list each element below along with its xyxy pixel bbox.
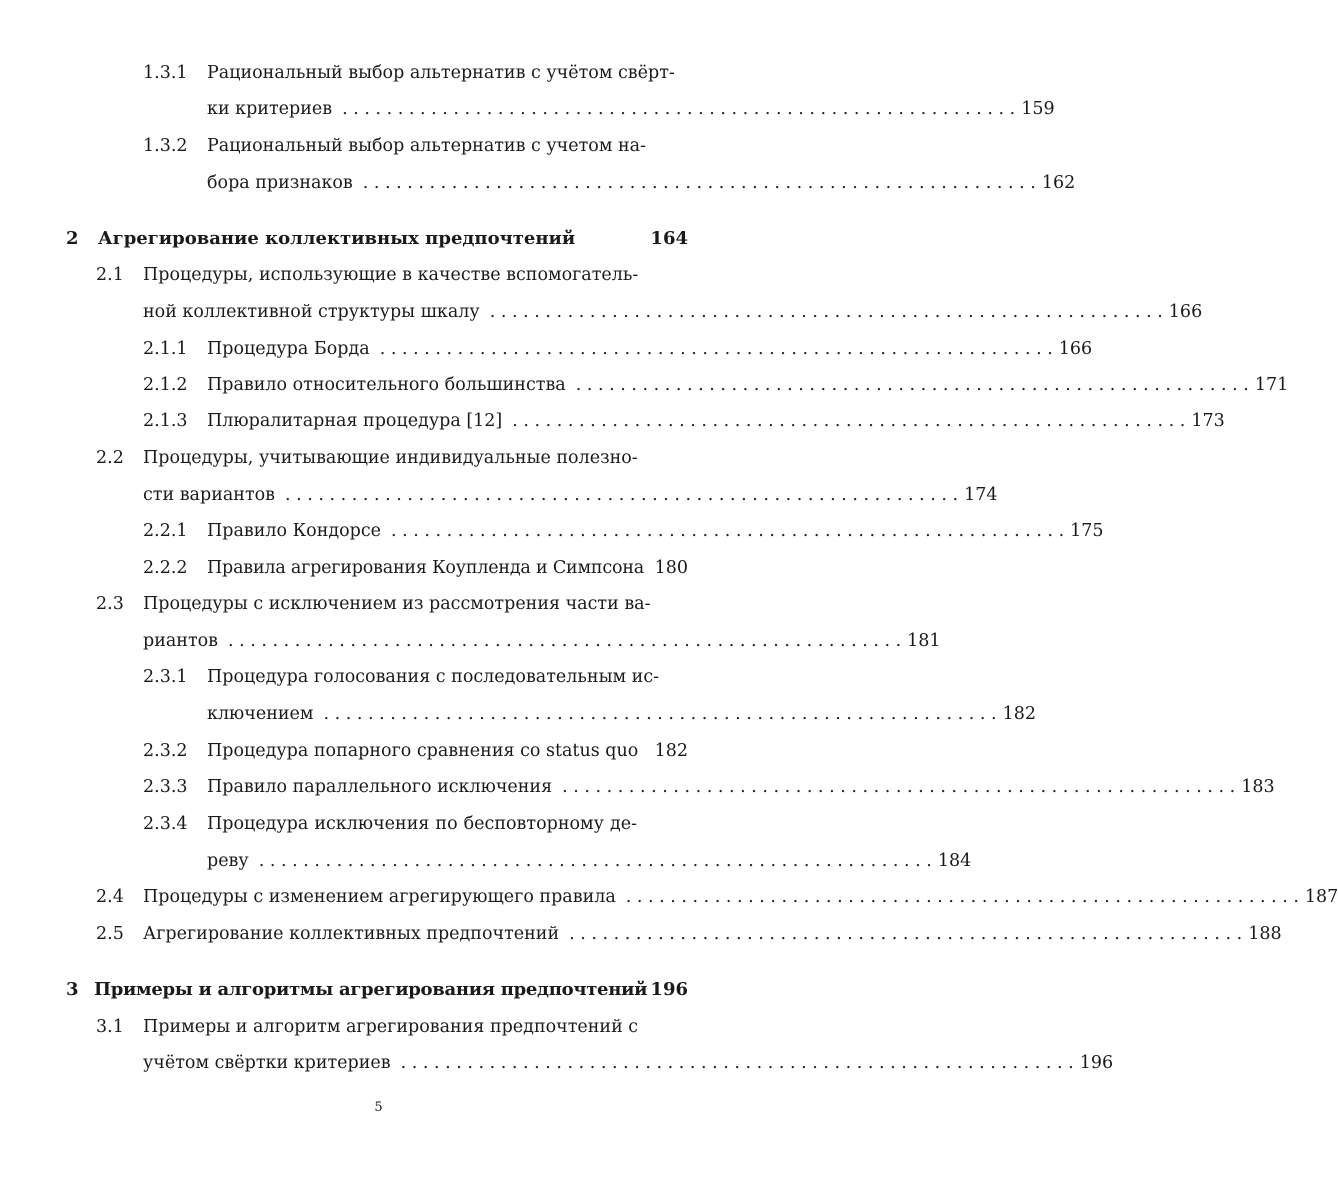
toc-number: 2.1.1 bbox=[143, 339, 188, 359]
toc-number: 3.1 bbox=[96, 1017, 124, 1037]
chapter-title: Примеры и алгоритмы агрегирования предпочтений bbox=[94, 979, 648, 1000]
toc-page: 196 bbox=[1079, 1053, 1114, 1073]
toc-title: Процедура голосования с последовательным ис- bbox=[207, 667, 660, 687]
toc-number: 2.2.2 bbox=[143, 558, 188, 578]
toc-title-cont: ключением bbox=[207, 704, 314, 724]
toc-title: Процедуры, использующие в качестве вспомогатель- bbox=[143, 265, 639, 285]
toc-chapter-2[interactable] bbox=[66, 226, 688, 252]
toc-number: 2.3.4 bbox=[143, 814, 188, 834]
toc-number: 2.3.1 bbox=[143, 667, 188, 687]
chapter-title: Агрегирование коллективных предпочтений bbox=[98, 228, 576, 249]
toc-title: Процедура попарного сравнения со status quo bbox=[207, 741, 639, 761]
toc-page: 171 bbox=[1254, 375, 1289, 395]
toc-page: 187 bbox=[1304, 887, 1338, 907]
dot-leader bbox=[626, 884, 1299, 910]
toc-number: 2.1.2 bbox=[143, 375, 188, 395]
toc-page: 175 bbox=[1070, 521, 1104, 541]
toc-section-2-1-cont[interactable] bbox=[143, 299, 1203, 325]
toc-title-cont: реву bbox=[207, 851, 249, 871]
toc-title: Процедура Борда bbox=[207, 339, 370, 359]
toc-entry-1-3-1[interactable] bbox=[143, 60, 675, 86]
toc-section-2-1[interactable] bbox=[96, 262, 637, 288]
toc-section-3-1-cont[interactable] bbox=[143, 1050, 1114, 1076]
toc-entry-2-3-4[interactable] bbox=[143, 811, 637, 837]
toc-page: 173 bbox=[1191, 411, 1225, 431]
toc-entry-2-3-3[interactable] bbox=[143, 774, 1275, 800]
dot-leader bbox=[401, 1050, 1074, 1076]
toc-title-cont: ной коллективной структуры шкалу bbox=[143, 302, 480, 322]
dot-leader bbox=[391, 518, 1064, 544]
toc-title-cont: ки критериев bbox=[207, 99, 333, 119]
toc-page: 164 bbox=[650, 228, 688, 249]
toc-page: 166 bbox=[1058, 339, 1093, 359]
toc-title: Правило Кондорсе bbox=[207, 521, 382, 541]
toc-page: 182 bbox=[1002, 704, 1037, 724]
toc-title: Правила агрегирования Коупленда и Симпсона bbox=[207, 558, 645, 578]
toc-entry-1-3-2[interactable] bbox=[143, 133, 647, 159]
toc-entry-2-2-1[interactable] bbox=[143, 518, 1104, 544]
toc-title: Процедура исключения по бесповторному де- bbox=[207, 814, 637, 834]
toc-section-2-2-cont[interactable] bbox=[143, 482, 998, 508]
toc-number: 2.3 bbox=[96, 594, 124, 614]
toc-number: 2.3.3 bbox=[143, 777, 188, 797]
toc-number: 2.2.1 bbox=[143, 521, 188, 541]
dot-leader bbox=[228, 628, 901, 654]
toc-number: 2.1.3 bbox=[143, 411, 188, 431]
dot-leader bbox=[324, 701, 997, 727]
toc-entry-2-1-3[interactable] bbox=[143, 408, 1225, 434]
toc-page: 159 bbox=[1021, 99, 1055, 119]
toc-title: Рациональный выбор альтернатив с учетом на- bbox=[207, 136, 647, 156]
dot-leader bbox=[259, 848, 932, 874]
toc-title-cont: сти вариантов bbox=[143, 485, 276, 505]
toc-page: 174 bbox=[964, 485, 998, 505]
toc-entry-2-1-2[interactable] bbox=[143, 372, 1289, 398]
toc-page: 196 bbox=[650, 979, 688, 1000]
dot-leader bbox=[576, 372, 1249, 398]
dot-leader bbox=[342, 96, 1015, 122]
toc-section-2-3[interactable] bbox=[96, 591, 651, 617]
toc-entry-2-3-1[interactable] bbox=[143, 664, 660, 690]
chapter-number: 2 bbox=[66, 228, 79, 249]
toc-title-cont: риантов bbox=[143, 631, 219, 651]
toc-number: 2.2 bbox=[96, 448, 124, 468]
toc-entry-2-2-2[interactable] bbox=[143, 555, 688, 581]
toc-title-cont: учётом свёртки критериев bbox=[143, 1053, 391, 1073]
toc-title: Правило параллельного исключения bbox=[207, 777, 553, 797]
toc-section-2-2[interactable] bbox=[96, 445, 637, 471]
toc-number: 2.4 bbox=[96, 887, 124, 907]
toc-entry-2-3-4-cont[interactable] bbox=[207, 848, 972, 874]
toc-page: 184 bbox=[937, 851, 972, 871]
page-number: 5 bbox=[374, 1100, 383, 1115]
dot-leader bbox=[562, 774, 1235, 800]
toc-title: Процедуры с изменением агрегирующего правила bbox=[143, 887, 616, 907]
toc-number: 2.3.2 bbox=[143, 741, 188, 761]
toc-page: 182 bbox=[654, 741, 688, 761]
toc-number: 1.3.2 bbox=[143, 136, 188, 156]
toc-title: Процедуры с исключением из рассмотрения части ва- bbox=[143, 594, 651, 614]
toc-section-3-1[interactable] bbox=[96, 1014, 637, 1040]
toc-section-2-5[interactable] bbox=[96, 921, 1282, 947]
toc-entry-2-3-1-cont[interactable] bbox=[207, 701, 1037, 727]
toc-page: 166 bbox=[1168, 302, 1203, 322]
toc-page: 180 bbox=[654, 558, 688, 578]
toc-number: 2.1 bbox=[96, 265, 124, 285]
toc-page: 181 bbox=[907, 631, 941, 651]
toc-title: Рациональный выбор альтернатив с учётом свёрт- bbox=[207, 63, 675, 83]
dot-leader bbox=[512, 408, 1185, 434]
toc-entry-1-3-1-cont[interactable] bbox=[207, 96, 1055, 122]
toc-chapter-3[interactable] bbox=[66, 977, 688, 1003]
toc-title: Процедуры, учитывающие индивидуальные полезно- bbox=[143, 448, 638, 468]
toc-page: 162 bbox=[1041, 173, 1076, 193]
toc-title: Примеры и алгоритм агрегирования предпочтений с bbox=[143, 1017, 639, 1037]
dot-leader bbox=[363, 170, 1036, 196]
toc-number: 1.3.1 bbox=[143, 63, 188, 83]
toc-page: 183 bbox=[1241, 777, 1275, 797]
toc-title: Правило относительного большинства bbox=[207, 375, 566, 395]
dot-leader bbox=[490, 299, 1163, 325]
toc-section-2-4[interactable] bbox=[96, 884, 1338, 910]
toc-section-2-3-cont[interactable] bbox=[143, 628, 941, 654]
toc-page: 188 bbox=[1248, 924, 1282, 944]
toc-title: Агрегирование коллективных предпочтений bbox=[143, 924, 560, 944]
chapter-number: 3 bbox=[66, 979, 79, 1000]
toc-title-cont: бора признаков bbox=[207, 173, 353, 193]
toc-title: Плюралитарная процедура [12] bbox=[207, 411, 503, 431]
dot-leader bbox=[285, 482, 958, 508]
dot-leader bbox=[569, 921, 1242, 947]
dot-leader bbox=[380, 336, 1053, 362]
toc-entry-2-1-1[interactable] bbox=[143, 336, 1093, 362]
toc-number: 2.5 bbox=[96, 924, 124, 944]
toc-entry-2-3-2[interactable] bbox=[143, 738, 688, 764]
toc-entry-1-3-2-cont[interactable] bbox=[207, 170, 1076, 196]
